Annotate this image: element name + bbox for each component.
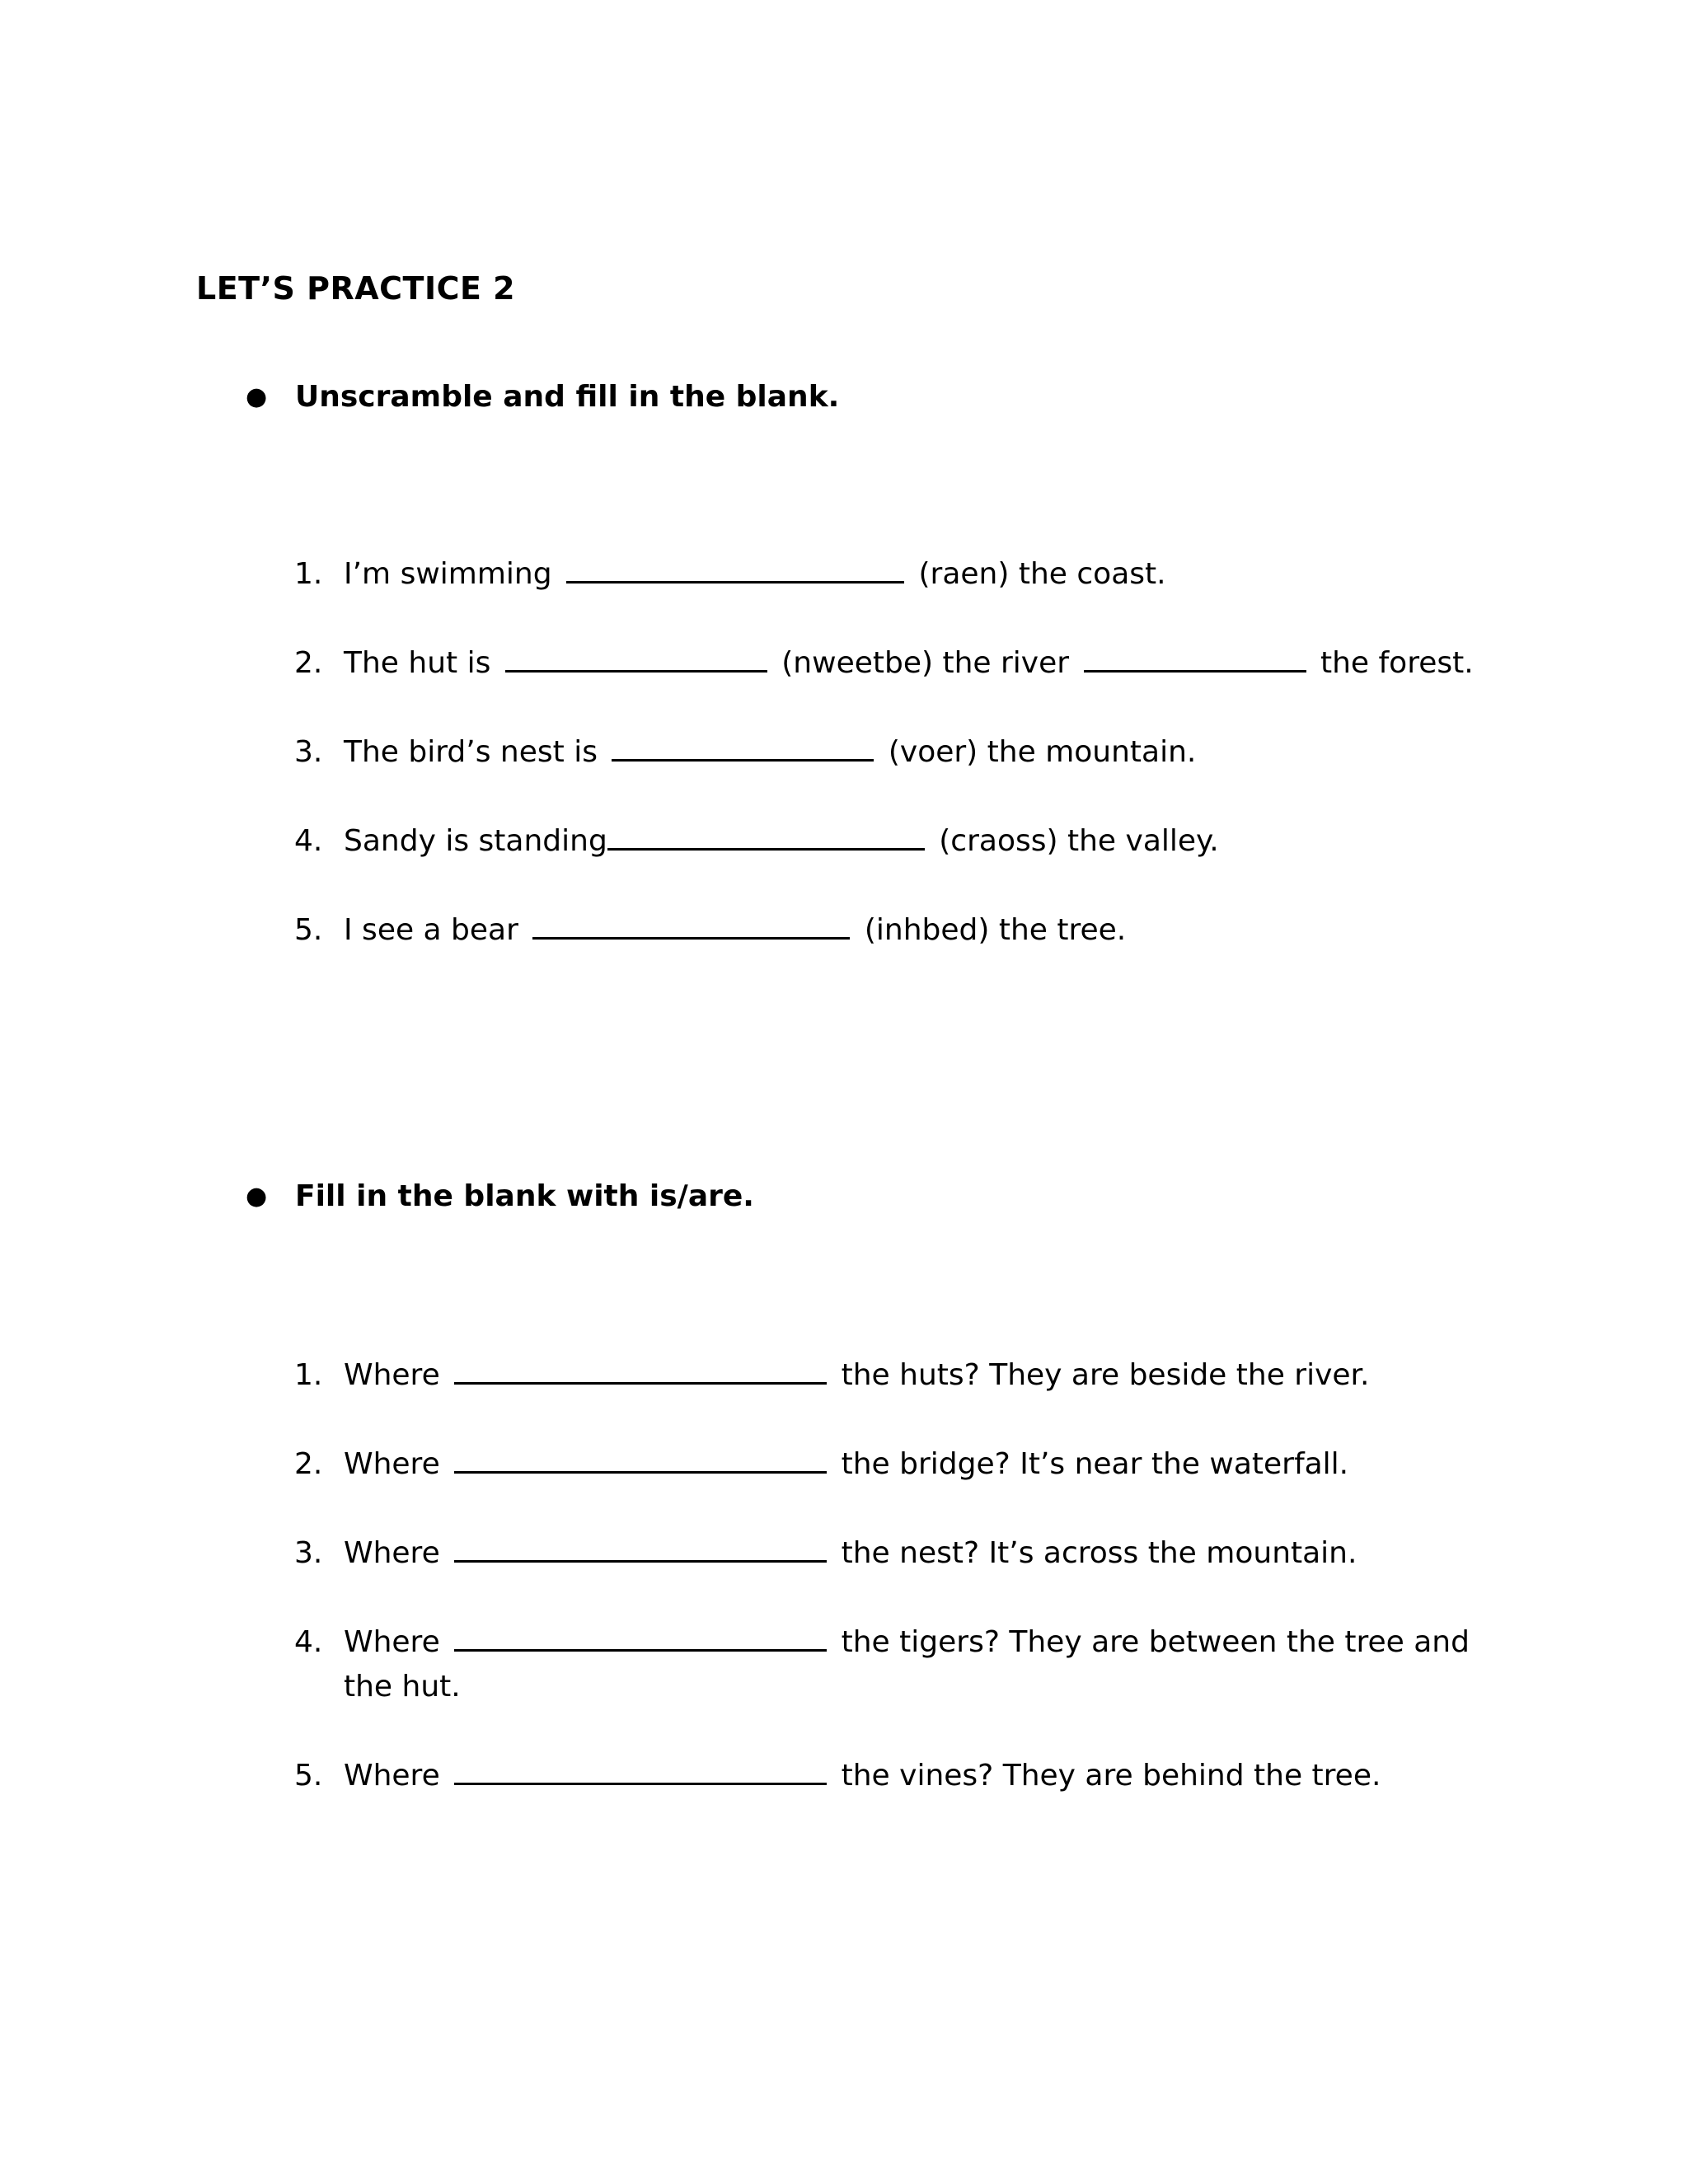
- bullet-icon: ●: [246, 1182, 268, 1211]
- answer-blank[interactable]: [1084, 644, 1306, 673]
- item-text-before: The hut is: [344, 646, 491, 680]
- item-text-before: Where: [344, 1447, 440, 1481]
- item-sentence-continued: the hut.: [344, 1670, 461, 1704]
- item-text-after: the tigers? They are between the tree and: [841, 1625, 1470, 1659]
- item-sentence: [344, 1531, 1357, 1576]
- item-text-after: (voer) the mountain.: [888, 735, 1197, 769]
- item-sentence: [344, 1754, 1381, 1798]
- item-number: 2.: [294, 1447, 323, 1481]
- answer-blank[interactable]: [505, 644, 767, 673]
- item-text-after: the nest? It’s across the mountain.: [841, 1536, 1357, 1570]
- item-sentence: [344, 730, 1196, 775]
- item-sentence: [344, 908, 1126, 953]
- item-sentence: [344, 1442, 1348, 1487]
- answer-blank[interactable]: [532, 911, 850, 940]
- item-text-after: the vines? They are behind the tree.: [841, 1759, 1381, 1793]
- item-text-before: I see a bear: [344, 913, 518, 947]
- item-number: 3.: [294, 1536, 323, 1570]
- item-text-before: Where: [344, 1759, 440, 1793]
- item-number: 4.: [294, 1625, 323, 1659]
- item-number: 1.: [294, 1358, 323, 1392]
- item-text-after: the bridge? It’s near the waterfall.: [841, 1447, 1349, 1481]
- answer-blank[interactable]: [454, 1445, 827, 1474]
- item-sentence: [344, 1353, 1370, 1398]
- item-text-before: Where: [344, 1625, 440, 1659]
- item-text-before: Where: [344, 1536, 440, 1570]
- item-number: 3.: [294, 735, 323, 769]
- answer-blank[interactable]: [454, 1756, 827, 1785]
- item-sentence: [344, 819, 1219, 864]
- section-1-heading-text: Unscramble and fill in the blank.: [295, 380, 840, 414]
- answer-blank[interactable]: [612, 733, 874, 762]
- item-number: 4.: [294, 824, 323, 858]
- item-text-after: (craoss) the valley.: [939, 824, 1219, 858]
- item-text-before: Sandy is standing: [344, 824, 607, 858]
- item-text-after: the forest.: [1320, 646, 1474, 680]
- item-text-before: Where: [344, 1358, 440, 1392]
- item-text-before: I’m swimming: [344, 557, 552, 591]
- answer-blank[interactable]: [454, 1356, 827, 1385]
- item-sentence: [344, 552, 1166, 597]
- item-number: 5.: [294, 1759, 323, 1793]
- bullet-icon: ●: [246, 382, 268, 411]
- item-text-after: (inhbed) the tree.: [864, 913, 1127, 947]
- answer-blank[interactable]: [454, 1623, 827, 1652]
- item-number: 1.: [294, 557, 323, 591]
- item-text-before: The bird’s nest is: [344, 735, 598, 769]
- item-text-after: (raen) the coast.: [918, 557, 1166, 591]
- answer-blank[interactable]: [607, 822, 925, 851]
- section-2-heading-text: Fill in the blank with is/are.: [295, 1179, 754, 1213]
- item-text-after: the huts? They are beside the river.: [841, 1358, 1370, 1392]
- item-sentence: [344, 1620, 1470, 1665]
- item-sentence: [344, 641, 1474, 686]
- item-number: 5.: [294, 913, 323, 947]
- answer-blank[interactable]: [454, 1534, 827, 1563]
- worksheet-title: LET’S PRACTICE 2: [196, 270, 516, 307]
- item-number: 2.: [294, 646, 323, 680]
- answer-blank[interactable]: [566, 555, 904, 583]
- item-text-middle: (nweetbe) the river: [781, 646, 1070, 680]
